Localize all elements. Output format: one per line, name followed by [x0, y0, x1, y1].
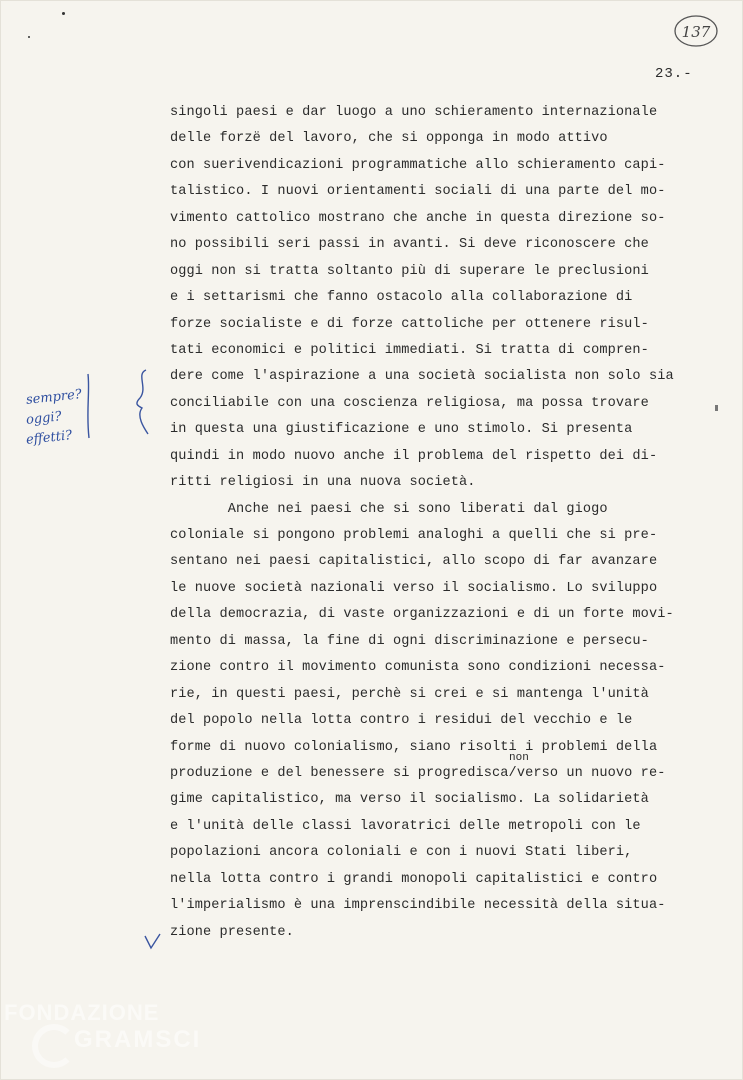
check-mark-icon: [142, 930, 164, 952]
text-line: forze socialiste e di forze cattoliche per ottenere risul-: [170, 316, 649, 332]
text-line: produzione e del benessere si progredisca/verso un nuovo re-: [170, 765, 666, 781]
page-number: 23.-: [655, 66, 693, 82]
text-line: zione contro il movimento comunista sono condizioni necessa-: [170, 660, 666, 676]
ink-dot: [28, 36, 30, 38]
text-line: sentano nei paesi capitalistici, allo scopo di far avanzare: [170, 554, 658, 570]
ink-mark: [715, 405, 718, 411]
text-line: mento di massa, la fine di ogni discriminazione e persecu-: [170, 633, 649, 649]
archive-number-stamp: [673, 14, 719, 48]
text-line: quindi in modo nuovo anche il problema del rispetto dei di-: [170, 448, 658, 464]
text-line: oggi non si tratta soltanto più di superare le preclusioni: [170, 263, 649, 279]
text-line: l'imperialismo è una imprenscindibile necessità della situa-: [170, 898, 666, 914]
text-line: nella lotta contro i grandi monopoli capitalistici e contro: [170, 871, 658, 887]
archive-number: 137: [681, 23, 711, 41]
text-line: forme di nuovo colonialismo, siano risolti i problemi della: [170, 739, 658, 755]
margin-note-line: oggi?: [25, 409, 63, 428]
text-line: della democrazia, di vaste organizzazioni e di un forte movi-: [170, 607, 674, 623]
watermark-line1: FONDAZIONE: [4, 1000, 160, 1025]
text-line: talistico. I nuovi orientamenti sociali di una parte del mo-: [170, 184, 666, 200]
text-line: conciliabile con una coscienza religiosa, ma possa trovare: [170, 395, 649, 411]
text-line: del popolo nella lotta contro i residui del vecchio e le: [170, 713, 633, 729]
margin-vertical-line: [80, 372, 100, 440]
text-line: Anche nei paesi che si sono liberati dal giogo: [170, 501, 608, 517]
text-line: rie, in questi paesi, perchè si crei e si mantenga l'unità: [170, 686, 649, 702]
margin-note-line: effetti?: [25, 428, 73, 448]
text-line: tati economici e politici immediati. Si tratta di compren-: [170, 342, 649, 358]
margin-note-line: sempre?: [25, 387, 83, 408]
text-line: e l'unità delle classi lavoratrici delle metropoli con le: [170, 818, 641, 834]
text-line: ritti religiosi in una nuova società.: [170, 475, 476, 491]
typed-text-body: [170, 100, 718, 946]
text-line: no possibili seri passi in avanti. Si deve riconoscere che: [170, 237, 649, 253]
text-line: dere come l'aspirazione a una società socialista non solo sia: [170, 369, 674, 385]
text-line: con suerivendicazioni programmatiche allo schieramento capi-: [170, 157, 666, 173]
archive-watermark: [4, 1000, 202, 1070]
text-line: coloniale si pongono problemi analoghi a quelli che si pre-: [170, 528, 658, 543]
text-line: in questa una giustificazione e uno stimolo. Si presenta: [170, 422, 633, 438]
text-line: vimento cattolico mostrano che anche in questa direzione so-: [170, 210, 666, 226]
text-line: gime capitalistico, ma verso il socialismo. La solidarietà: [170, 792, 649, 808]
text-line: delle forzë del lavoro, che si opponga in modo attivo: [170, 131, 608, 147]
text-line: popolazioni ancora coloniali e con i nuovi Stati liberi,: [170, 845, 633, 861]
interlinear-insert: non: [509, 752, 529, 764]
text-line: singoli paesi e dar luogo a uno schieramento internazionale: [170, 105, 658, 120]
handwritten-margin-note: [26, 388, 82, 448]
ink-dot: [62, 12, 65, 15]
watermark-logo-icon: [32, 1024, 76, 1068]
watermark-line2: GRAMSCI: [74, 1026, 202, 1053]
text-line: zione presente.: [170, 924, 294, 940]
text-line: le nuove società nazionali verso il socialismo. Lo sviluppo: [170, 580, 658, 596]
text-line: e i settarismi che fanno ostacolo alla collaborazione di: [170, 290, 633, 306]
margin-brace: [126, 368, 156, 438]
